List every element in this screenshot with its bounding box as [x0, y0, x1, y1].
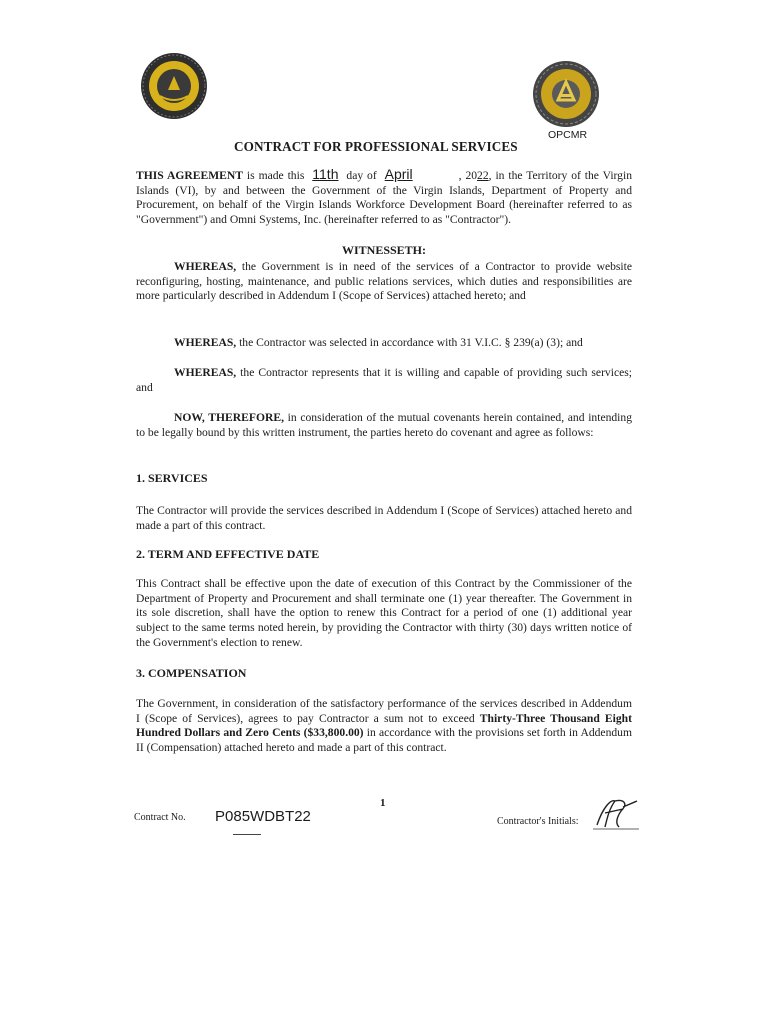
compensation-amount: Thirty-Three Thousand Eight Hundred Dollars and Zero Cents ($33,800.00): [136, 711, 632, 740]
now-therefore-paragraph: [136, 411, 632, 440]
intro-lead: THIS AGREEMENT: [136, 169, 243, 182]
section-2-body: This Contract shall be effective upon the date of execution of this Contract by the Commissioner of the Department of Property and Procurement and shall terminate one (1) year thereafter. The Government in its sole discretion, shall have the option to renew this Contract for a period of one (1) additional year subject to the same terms noted herein, by providing the Contractor with thirty (30) days written notice of the Government's election to renew.: [136, 577, 632, 649]
initials-signature-icon: [593, 795, 639, 831]
document-title: CONTRACT FOR PROFESSIONAL SERVICES: [234, 139, 518, 154]
whereas-1-text: the Government is in need of the services of a Contractor to provide website reconfiguring, hosting, maintenance, and public relations services, which duties and responsibilities are more particularly described in Addendum I (Scope of Services) attached hereto; and: [136, 260, 633, 303]
section-3-body-end: in accordance with the provisions set forth in Addendum II (Compensation) attached hereto and made a part of this contract.: [136, 726, 632, 755]
now-therefore-lead: NOW, THEREFORE,: [174, 411, 284, 424]
contract-no-label: Contract No.: [134, 812, 186, 823]
year-prefix: , 20: [458, 169, 478, 182]
section-2-heading: 2. TERM AND EFFECTIVE DATE: [136, 547, 320, 561]
section-3-heading: 3. COMPENSATION: [136, 666, 247, 680]
month-field: April: [384, 166, 413, 182]
whereas-paragraph-1: [136, 260, 632, 304]
section-1-body: The Contractor will provide the services described in Addendum I (Scope of Services) attached hereto and made a part of this contract.: [136, 504, 632, 532]
day-field: 11th: [312, 166, 339, 182]
whereas-2-lead: WHEREAS,: [174, 336, 237, 349]
section-1-heading: 1. SERVICES: [136, 471, 208, 485]
whereas-3-text: the Contractor represents that it is willing and capable of providing such services; and: [136, 366, 632, 394]
initials-label: Contractor's Initials:: [497, 816, 579, 827]
opcmr-seal-icon: [530, 60, 602, 128]
contract-no-value: P085WDBT22: [215, 808, 311, 825]
page-number: 1: [380, 797, 386, 809]
whereas-paragraph-3: [136, 366, 632, 395]
section-3-body-start: The Government, in consideration of the satisfactory performance of the services described in Addendum I (Scope of Services), agrees to pay Contractor a sum not to exceed: [136, 697, 632, 725]
intro-rest: , in the Territory of the Virgin Islands (VI), by and between the Government of the Virgin Islands, Department of Property and Procurement, on behalf of the Virgin Islands Workforce Development Board (hereinafter referred to as "Government") and Omni Systems, Inc. (hereinafter referred to as "Contractor").: [136, 169, 633, 227]
whereas-3-lead: WHEREAS,: [174, 366, 237, 379]
opcmr-label: OPCMR: [548, 129, 588, 141]
witnesseth-heading: WITNESSETH:: [341, 243, 427, 257]
section-3-body: [136, 697, 632, 756]
contract-no-underline: [233, 834, 261, 835]
intro-made-this: is made this: [246, 169, 305, 182]
intro-day-of: day of: [346, 169, 377, 182]
whereas-2-text: the Contractor was selected in accordance with 31 V.I.C. § 239(a) (3); and: [239, 336, 583, 349]
vi-government-seal-icon: [140, 52, 208, 120]
year-field: 22: [477, 169, 489, 182]
whereas-1-lead: WHEREAS,: [174, 260, 237, 273]
whereas-paragraph-2: [136, 336, 632, 351]
intro-paragraph: [136, 167, 632, 228]
now-therefore-text: in consideration of the mutual covenants herein contained, and intending to be legally bound by this written instrument, the parties hereto do covenant and agree as follows:: [136, 411, 632, 439]
